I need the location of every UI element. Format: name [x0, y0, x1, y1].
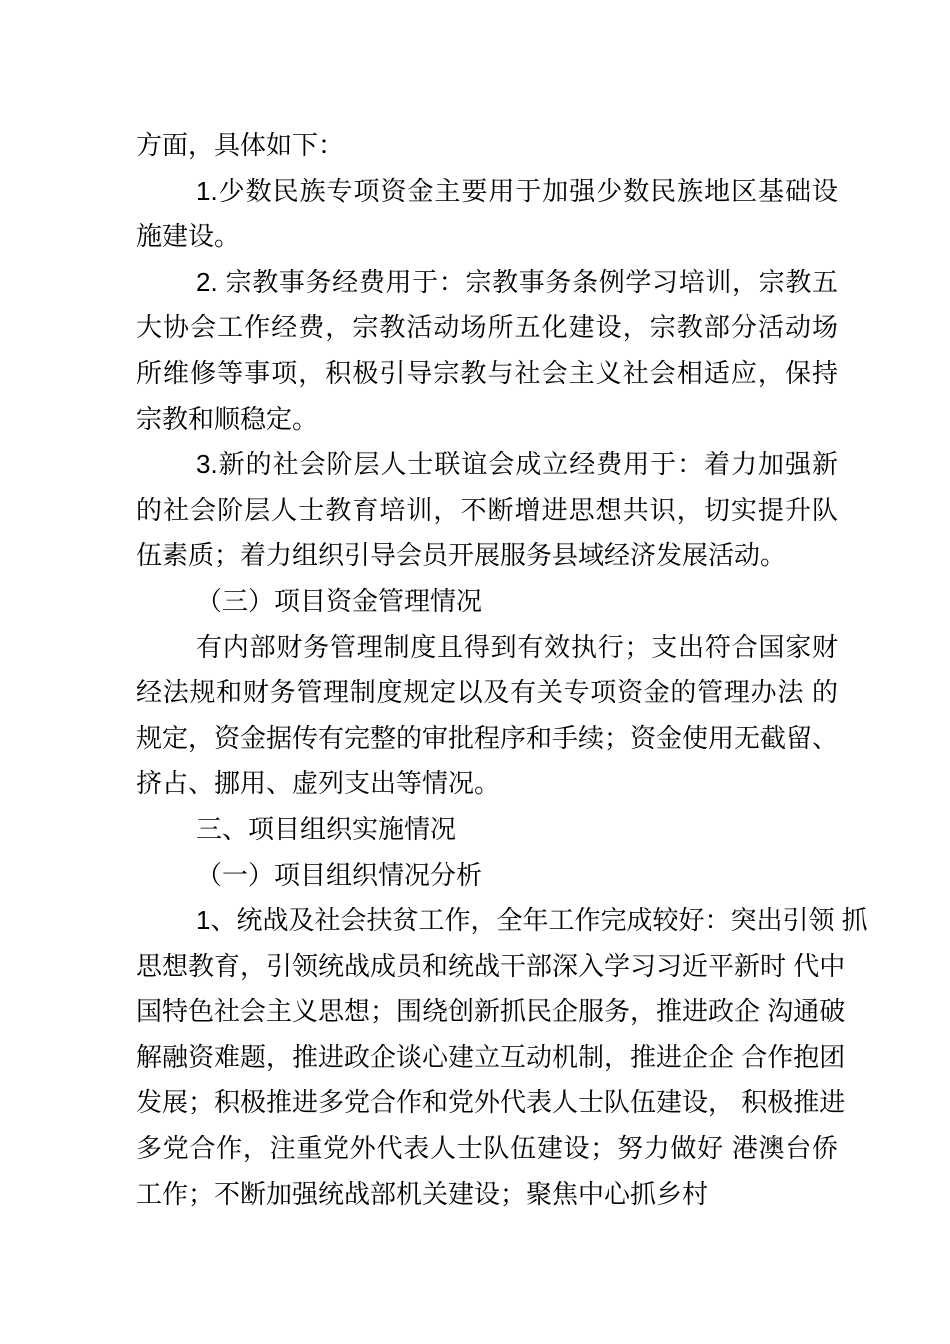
text-line: 1、统战及社会扶贫工作，全年工作完成较好：突出引领 抓: [196, 905, 868, 936]
text-line: 经法规和财务管理制度规定以及有关专项资金的管理办法 的: [136, 677, 838, 708]
text-line: 发展；积极推进多党合作和党外代表人士队伍建设， 积极推进: [136, 1087, 846, 1118]
text-line: 施建设。: [136, 221, 241, 252]
text-line: 规定，资金据传有完整的审批程序和手续；资金使用无截留、: [136, 722, 839, 753]
text-line: 国特色社会主义思想；围绕创新抓民企服务，推进政企 沟通破: [136, 996, 846, 1027]
text-line: 解融资难题，推进政企谈心建立互动机制，推进企企 合作抱团: [136, 1041, 846, 1072]
text-line: （一）项目组织情况分析: [196, 859, 483, 890]
text-line: 的社会阶层人士教育培训，不断增进思想共识，切实提升队: [136, 494, 838, 525]
text-line: 有内部财务管理制度且得到有效执行；支出符合国家财: [196, 631, 838, 662]
text-line: 大协会工作经费，宗教活动场所五化建设，宗教部分活动场: [136, 312, 838, 343]
document-body: [136, 123, 868, 1217]
text-line: 所维修等事项，积极引导宗教与社会主义社会相适应，保持: [136, 357, 838, 388]
text-line: 3.新的社会阶层人士联谊会成立经费用于：着力加强新: [196, 449, 838, 480]
text-line: 伍素质；着力组织引导会员开展服务县域经济发展活动。: [136, 540, 787, 571]
text-line: 方面，具体如下：: [136, 130, 345, 160]
text-line: 2. 宗教事务经费用于：宗教事务条例学习培训，宗教五: [196, 266, 838, 297]
text-line: 思想教育，引领统战成员和统战干部深入学习习近平新时 代中: [136, 950, 846, 981]
text-line: 工作；不断加强统战部机关建设；聚焦中心抓乡村: [136, 1178, 709, 1209]
text-line: 三、项目组织实施情况: [196, 813, 457, 844]
text-line: （三）项目资金管理情况: [196, 585, 483, 616]
text-line: 1.少数民族专项资金主要用于加强少数民族地区基础设: [196, 175, 838, 206]
text-line: 宗教和顺稳定。: [136, 403, 319, 434]
text-line: 挤占、挪用、虚列支出等情况。: [136, 768, 501, 799]
text-line: 多党合作，注重党外代表人士队伍建设；努力做好 港澳台侨: [136, 1133, 838, 1164]
